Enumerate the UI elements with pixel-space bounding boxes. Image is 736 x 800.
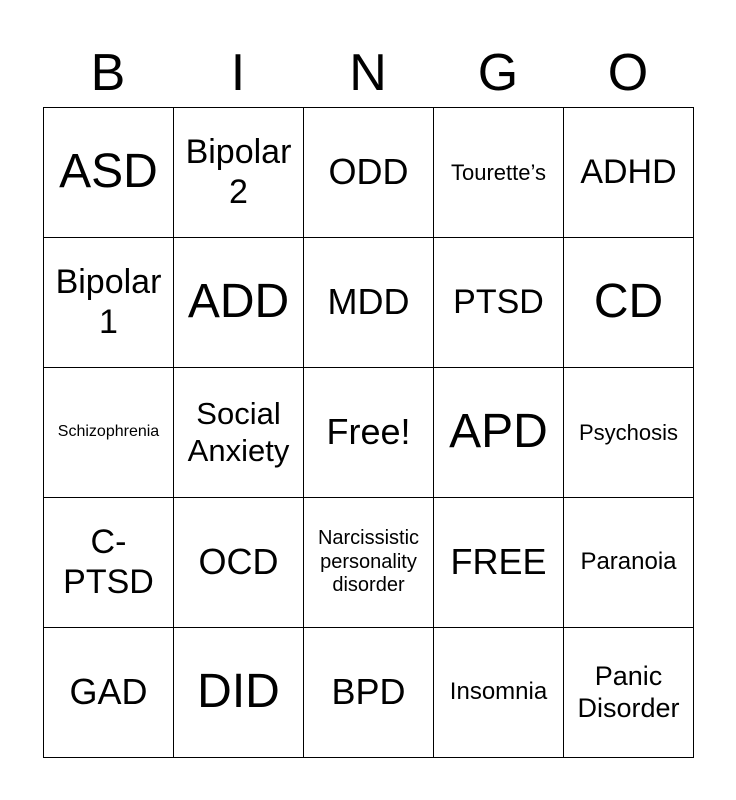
board-row bbox=[44, 498, 694, 628]
free-space-cell[interactable]: FREE bbox=[434, 498, 564, 628]
board-row bbox=[44, 108, 694, 238]
board-row bbox=[44, 628, 694, 758]
bingo-cell[interactable]: Insomnia bbox=[434, 628, 564, 758]
bingo-cell[interactable]: Narcissistic personality disorder bbox=[304, 498, 434, 628]
bingo-cell[interactable]: GAD bbox=[44, 628, 174, 758]
bingo-cell[interactable]: C-PTSD bbox=[44, 498, 174, 628]
bingo-cell[interactable]: CD bbox=[564, 238, 694, 368]
bingo-header bbox=[43, 42, 693, 104]
bingo-cell[interactable]: ADHD bbox=[564, 108, 694, 238]
bingo-cell[interactable]: Psychosis bbox=[564, 368, 694, 498]
bingo-cell[interactable]: APD bbox=[434, 368, 564, 498]
free-space-cell[interactable]: Free! bbox=[304, 368, 434, 498]
header-letter-n: N bbox=[349, 44, 387, 102]
bingo-cell[interactable]: Schizophrenia bbox=[44, 368, 174, 498]
bingo-cell[interactable]: ADD bbox=[174, 238, 304, 368]
bingo-cell[interactable]: Social Anxiety bbox=[174, 368, 304, 498]
header-letter-i: I bbox=[230, 44, 246, 102]
bingo-cell[interactable]: Panic Disorder bbox=[564, 628, 694, 758]
bingo-cell[interactable]: Bipolar 1 bbox=[44, 238, 174, 368]
bingo-cell[interactable]: Bipolar 2 bbox=[174, 108, 304, 238]
bingo-cell[interactable]: PTSD bbox=[434, 238, 564, 368]
board-row bbox=[44, 238, 694, 368]
bingo-board bbox=[43, 107, 694, 758]
bingo-cell[interactable]: Tourette’s bbox=[434, 108, 564, 238]
bingo-cell[interactable]: ASD bbox=[44, 108, 174, 238]
bingo-cell[interactable]: ODD bbox=[304, 108, 434, 238]
bingo-cell[interactable]: MDD bbox=[304, 238, 434, 368]
bingo-cell[interactable]: Paranoia bbox=[564, 498, 694, 628]
header-letter-b: B bbox=[90, 44, 126, 102]
bingo-cell[interactable]: BPD bbox=[304, 628, 434, 758]
header-letter-o: O bbox=[607, 44, 649, 102]
bingo-cell[interactable]: OCD bbox=[174, 498, 304, 628]
header-letter-g: G bbox=[477, 44, 519, 102]
bingo-cell[interactable]: DID bbox=[174, 628, 304, 758]
board-row bbox=[44, 368, 694, 498]
